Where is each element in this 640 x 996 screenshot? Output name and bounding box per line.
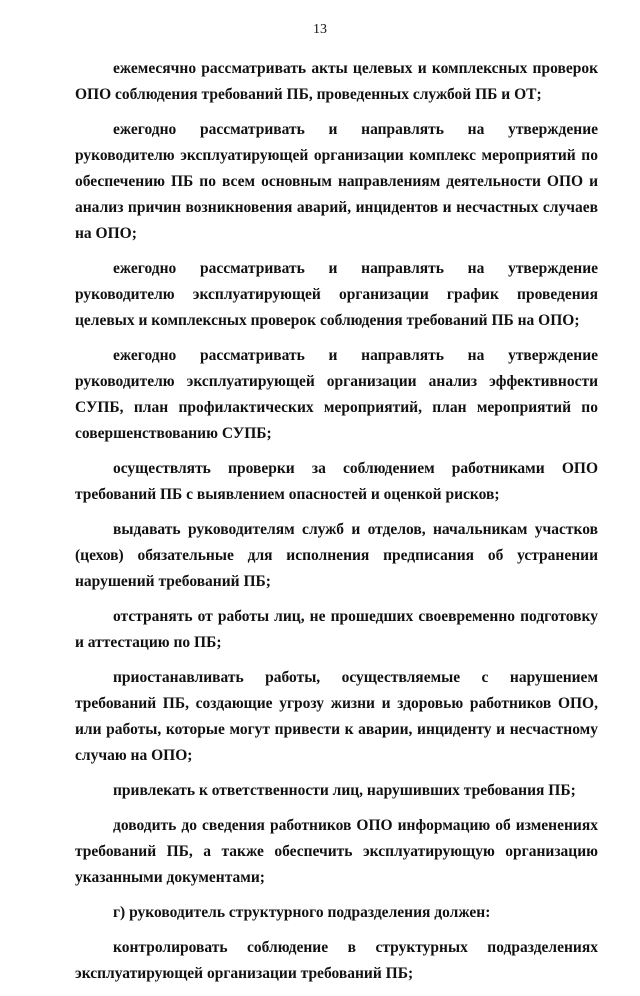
paragraph: доводить до сведения работников ОПО информацию об изменениях требований ПБ, а также обеспечить эксплуатирующую организацию указанными документами;	[75, 817, 598, 886]
paragraph: контролировать соблюдение в структурных подразделениях эксплуатирующей организации требований ПБ;	[75, 939, 598, 982]
paragraph: ежемесячно рассматривать акты целевых и комплексных проверок ОПО соблюдения требований ПБ, проведенных службой ПБ и ОТ;	[75, 60, 598, 103]
document-body	[75, 56, 598, 996]
paragraph: ежегодно рассматривать и направлять на утверждение руководителю эксплуатирующей организации анализ эффективности СУПБ, план профилактических мероприятий, план мероприятий по совершенствованию СУПБ;	[75, 347, 598, 442]
paragraph: ежегодно рассматривать и направлять на утверждение руководителю эксплуатирующей организации комплекс мероприятий по обеспечению ПБ по всем основным направлениям деятельности ОПО и анализ причин возникновения аварий, инцидентов и несчастных случаев на ОПО;	[75, 121, 598, 242]
paragraph: выдавать руководителям служб и отделов, начальникам участков (цехов) обязательные для исполнения предписания об устранении нарушений требований ПБ;	[75, 521, 598, 590]
paragraph: отстранять от работы лиц, не прошедших своевременно подготовку и аттестацию по ПБ;	[75, 608, 598, 651]
paragraph: приостанавливать работы, осуществляемые с нарушением требований ПБ, создающие угрозу жизни и здоровью работников ОПО, или работы, которые могут привести к аварии, инциденту и несчастному случаю на ОПО;	[75, 669, 598, 764]
section-heading: г) руководитель структурного подразделения должен:	[113, 904, 491, 921]
paragraph: осуществлять проверки за соблюдением работниками ОПО требований ПБ с выявлением опасностей и оценкой рисков;	[75, 460, 598, 503]
paragraph: привлекать к ответственности лиц, нарушивших требования ПБ;	[113, 782, 576, 799]
page-number: 13	[313, 22, 327, 37]
paragraph: ежегодно рассматривать и направлять на утверждение руководителю эксплуатирующей организации график проведения целевых и комплексных проверок соблюдения требований ПБ на ОПО;	[75, 260, 598, 329]
